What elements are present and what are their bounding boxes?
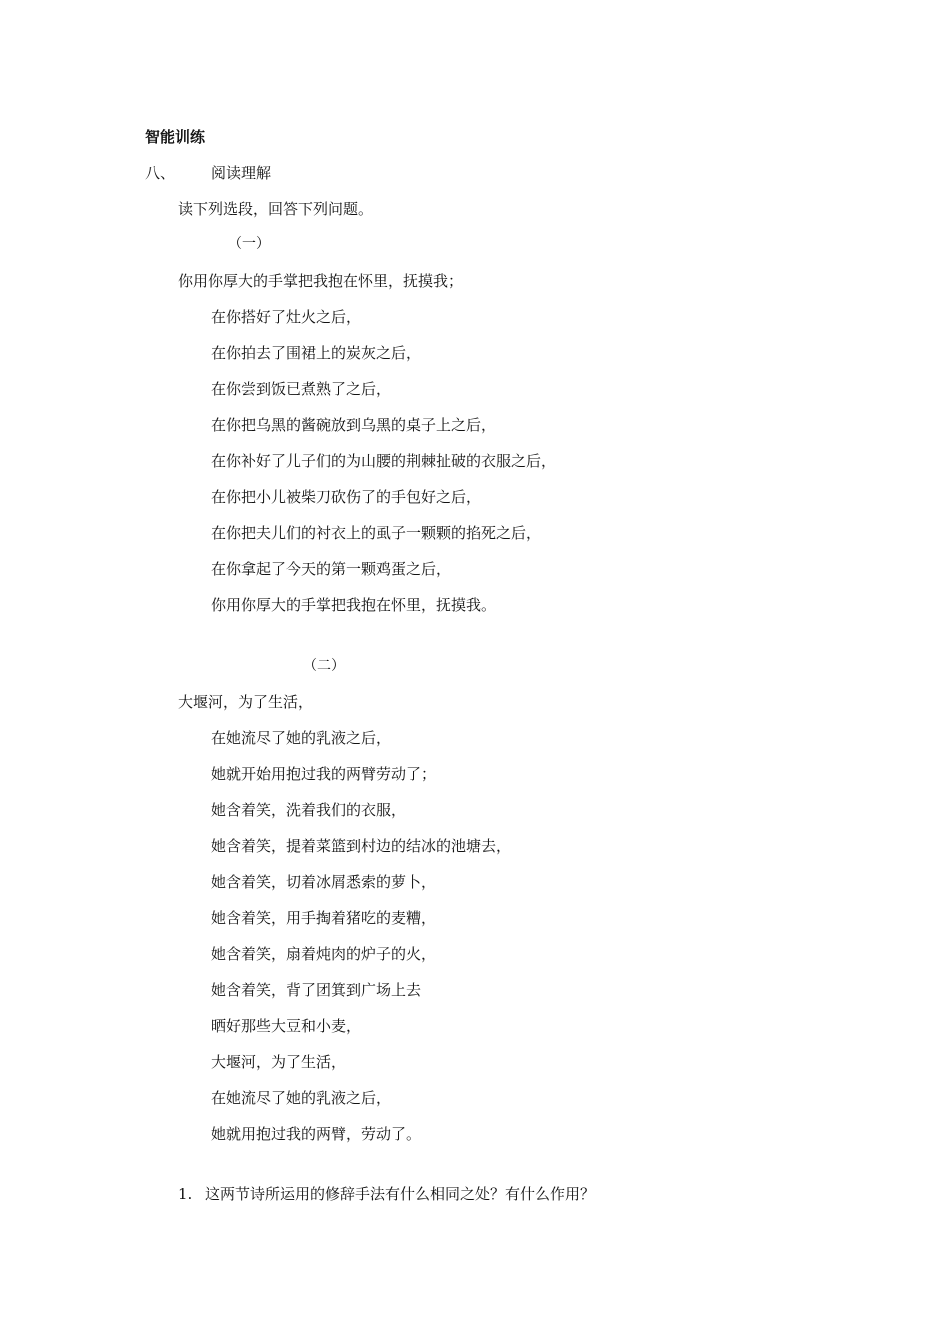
poem-line: 大堰河，为了生活， — [178, 693, 314, 711]
poem-line: 大堰河，为了生活， — [211, 1053, 347, 1071]
poem-line: 你用你厚大的手掌把我抱在怀里，抚摸我。 — [211, 596, 497, 614]
poem-line: 她含着笑，洗着我们的衣服， — [211, 801, 407, 819]
poem-line: 她含着笑，用手掏着猪吃的麦糟， — [211, 909, 437, 927]
question-text: 这两节诗所运用的修辞手法有什么相同之处？有什么作用？ — [205, 1185, 596, 1203]
poem-line: 在她流尽了她的乳液之后， — [211, 1089, 392, 1107]
poem-line: 在你拍去了围裙上的炭灰之后， — [211, 344, 422, 362]
poem-line: 她含着笑，切着冰屑悉索的萝卜， — [211, 873, 437, 891]
poem-line: 你用你厚大的手掌把我抱在怀里，抚摸我； — [178, 272, 464, 290]
poem-line: 在你尝到饭已煮熟了之后， — [211, 380, 392, 398]
part-one-label: （一） — [228, 236, 270, 252]
question-number: 1. — [178, 1185, 193, 1203]
poem-line: 她含着笑，背了团箕到广场上去 — [211, 981, 422, 999]
poem-line: 她含着笑，扇着炖肉的炉子的火， — [211, 945, 437, 963]
instruction-text: 读下列选段，回答下列问题。 — [178, 200, 374, 218]
poem-line: 她就用抱过我的两臂，劳动了。 — [211, 1125, 422, 1143]
poem-line: 在你把夫儿们的衬衣上的虱子一颗颗的掐死之后， — [211, 524, 542, 542]
poem-line: 在你拿起了今天的第一颗鸡蛋之后， — [211, 560, 452, 578]
section-number: 八、 — [145, 164, 176, 182]
section-name: 阅读理解 — [211, 164, 272, 182]
part-two-label: （二） — [303, 658, 345, 674]
poem-line: 她含着笑，提着菜篮到村边的结冰的池塘去， — [211, 837, 512, 855]
poem-line: 在你搭好了灶火之后， — [211, 308, 362, 326]
poem-line: 在你补好了儿子们的为山腰的荆棘扯破的衣服之后， — [211, 452, 557, 470]
poem-line: 在她流尽了她的乳液之后， — [211, 729, 392, 747]
poem-line: 她就开始用抱过我的两臂劳动了； — [211, 765, 437, 783]
poem-line: 晒好那些大豆和小麦， — [211, 1017, 362, 1035]
poem-line: 在你把小儿被柴刀砍伤了的手包好之后， — [211, 488, 482, 506]
page-title: 智能训练 — [145, 128, 206, 146]
poem-line: 在你把乌黑的酱碗放到乌黑的桌子上之后， — [211, 416, 497, 434]
